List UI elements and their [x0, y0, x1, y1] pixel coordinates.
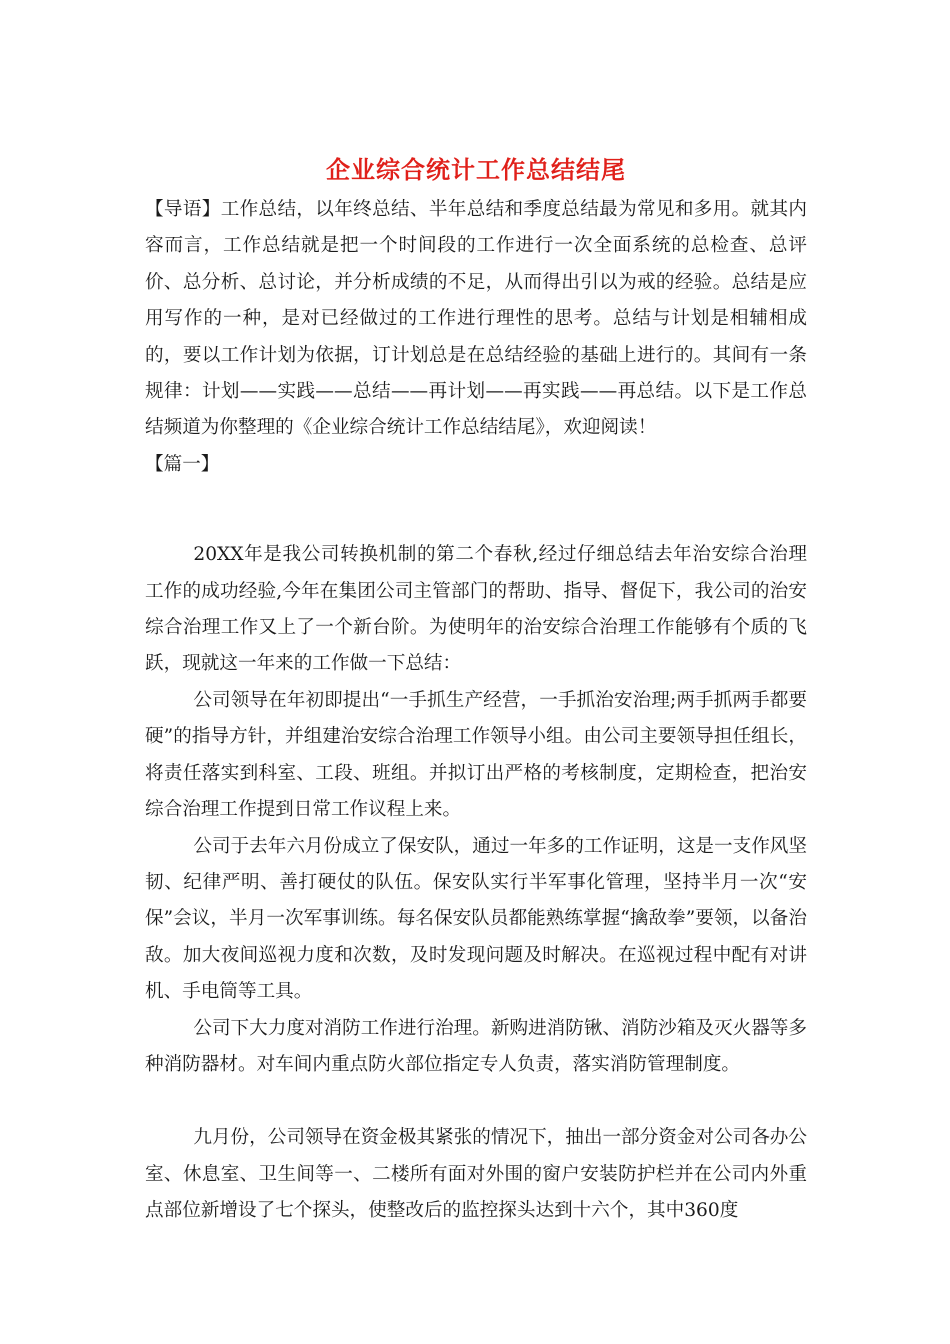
- body-paragraph-2: 公司领导在年初即提出“一手抓生产经营，一手抓治安治理;两手抓两手都要硬”的指导方针，并组建治安综合治理工作领导小组。由公司主要领导担任组长，将责任落实到科室、工段、班组。并拟订出严格的考核制度，定期检查，把治安综合治理工作提到日常工作议程上来。: [145, 689, 807, 821]
- blank-line: [145, 483, 807, 537]
- section-label: 【篇一】: [145, 453, 220, 475]
- document-page: [145, 148, 807, 1230]
- body-paragraph-5: 九月份，公司领导在资金极其紧张的情况下，抽出一部分资金对公司各办公室、休息室、卫生间等一、二楼所有面对外围的窗户安装防护栏并在公司内外重点部位新增设了七个探头，使整改后的监控探头达到十六个，其中360度: [145, 1127, 807, 1222]
- blank-line: [145, 1083, 807, 1120]
- body-paragraph-3: 公司于去年六月份成立了保安队，通过一年多的工作证明，这是一支作风坚韧、纪律严明、善打硬仗的队伍。保安队实行半军事化管理，坚持半月一次“安保”会议，半月一次军事训练。每名保安队员都能熟练掌握“擒敌拳”要领，以备治敌。加大夜间巡视力度和次数，及时发现问题及时解决。在巡视过程中配有对讲机、手电筒等工具。: [145, 835, 807, 1003]
- body-paragraph-1: 20XX年是我公司转换机制的第二个春秋,经过仔细总结去年治安综合治理工作的成功经验,今年在集团公司主管部门的帮助、指导、督促下，我公司的治安综合治理工作又上了一个新台阶。为使明年的治安综合治理工作能够有个质的飞跃，现就这一年来的工作做一下总结：: [145, 544, 807, 675]
- intro-paragraph: 【导语】工作总结，以年终总结、半年总结和季度总结最为常见和多用。就其内容而言，工作总结就是把一个时间段的工作进行一次全面系统的总检查、总评价、总分析、总讨论，并分析成绩的不足，从而得出引以为戒的经验。总结是应用写作的一种，是对已经做过的工作进行理性的思考。总结与计划是相辅相成的，要以工作计划为依据，订计划总是在总结经验的基础上进行的。其间有一条规律：计划——实践——总结——再计划——再实践——再总结。以下是工作总结频道为你整理的《企业综合统计工作总结结尾》，欢迎阅读！: [145, 199, 807, 439]
- body-paragraph-4: 公司下大力度对消防工作进行治理。新购进消防锹、消防沙箱及灭火器等多种消防器材。对车间内重点防火部位指定专人负责，落实消防管理制度。: [145, 1017, 807, 1075]
- document-title: 企业综合统计工作总结结尾: [326, 155, 626, 184]
